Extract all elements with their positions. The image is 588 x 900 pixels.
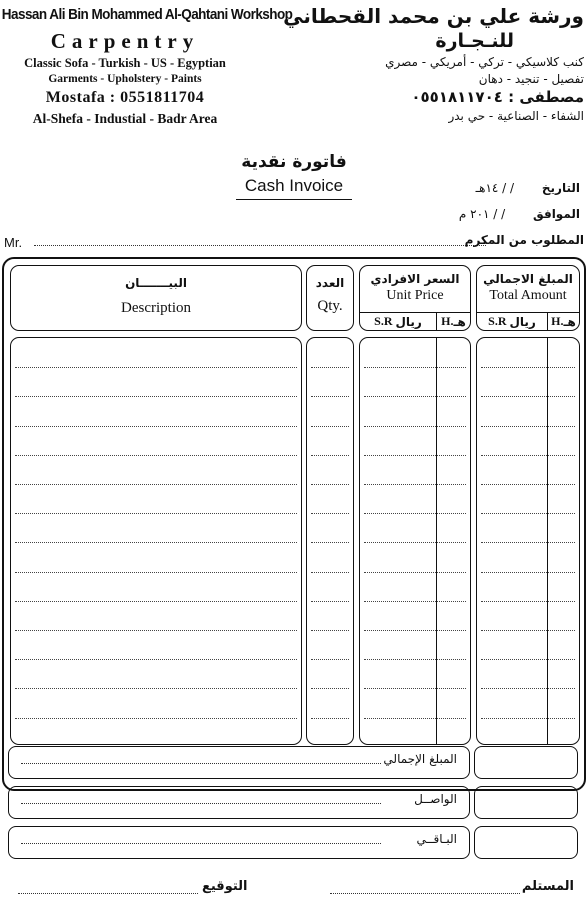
unit-price-h-label: H. هـ xyxy=(441,314,466,329)
hijri-date-label: التاريخ xyxy=(541,181,580,195)
row-line xyxy=(311,601,349,602)
row-line xyxy=(311,542,349,543)
total-amount-subheader xyxy=(477,312,579,330)
grand-total-label: المبلغ الإجمالي xyxy=(383,752,457,766)
row-line xyxy=(15,572,297,573)
total-amount-column[interactable] xyxy=(476,337,580,745)
remaining-row[interactable] xyxy=(8,826,470,859)
row-line xyxy=(15,718,297,719)
description-header xyxy=(10,265,302,331)
row-line xyxy=(15,367,297,368)
customer-label-ar: المطلوب من المكرم xyxy=(464,233,584,247)
total-amount-rows xyxy=(481,338,575,744)
row-line xyxy=(311,426,349,427)
row-line xyxy=(15,513,297,514)
row-line xyxy=(364,367,466,368)
description-column[interactable] xyxy=(10,337,302,745)
grand-total-row[interactable] xyxy=(8,746,470,779)
row-line xyxy=(364,572,466,573)
qty-rows xyxy=(311,338,349,744)
receiver-label: المستلم xyxy=(521,879,574,894)
customer-name-field[interactable] xyxy=(34,245,486,246)
row-line xyxy=(364,426,466,427)
total-h-label: H. هـ xyxy=(551,314,576,329)
description-header-ar: البيـــــــان xyxy=(125,276,187,290)
trade-ar: للنـجـارة xyxy=(435,30,514,52)
row-line xyxy=(481,367,575,368)
row-line xyxy=(364,513,466,514)
qty-column[interactable] xyxy=(306,337,354,745)
row-line xyxy=(15,630,297,631)
row-line xyxy=(481,630,575,631)
row-line xyxy=(15,688,297,689)
unit-price-header-en: Unit Price xyxy=(386,288,444,303)
row-line xyxy=(311,688,349,689)
row-line xyxy=(311,572,349,573)
unit-price-header xyxy=(359,265,471,331)
row-line xyxy=(364,455,466,456)
row-line xyxy=(311,455,349,456)
row-line xyxy=(311,396,349,397)
total-amount-header xyxy=(476,265,580,331)
row-line xyxy=(15,542,297,543)
hijri-date-line xyxy=(476,181,580,195)
row-line xyxy=(481,659,575,660)
paid-row[interactable] xyxy=(8,786,470,819)
header-arabic xyxy=(283,4,584,123)
row-line xyxy=(364,601,466,602)
row-line xyxy=(311,513,349,514)
unit-price-column[interactable] xyxy=(359,337,471,745)
qty-header-en: Qty. xyxy=(317,298,343,314)
qty-header-ar: العدد xyxy=(315,276,345,290)
hijri-date-value[interactable]: / / ١٤هـ xyxy=(475,181,515,195)
workshop-name-ar: ورشة علي بن محمد القحطاني xyxy=(283,4,584,28)
row-line xyxy=(364,630,466,631)
unit-price-header-ar: السعر الافرادي xyxy=(370,272,460,286)
invoice-title-ar: فاتورة نقدية xyxy=(241,152,347,172)
phone-en: Mostafa : 0551811704 xyxy=(45,89,205,106)
services-line2-en: Garments - Upholstery - Paints xyxy=(48,73,202,85)
signature-field[interactable] xyxy=(18,893,198,894)
row-line xyxy=(15,455,297,456)
row-line xyxy=(481,718,575,719)
row-line xyxy=(481,513,575,514)
unit-price-subheader xyxy=(360,312,470,330)
row-line xyxy=(481,396,575,397)
row-line xyxy=(481,484,575,485)
row-line xyxy=(15,426,297,427)
totals-area xyxy=(2,746,586,862)
gregorian-date-label: الموافق xyxy=(533,207,580,221)
receiver-field[interactable] xyxy=(330,893,520,894)
row-line xyxy=(481,688,575,689)
invoice-title-en: Cash Invoice xyxy=(244,176,344,195)
row-line xyxy=(15,484,297,485)
row-line xyxy=(364,484,466,485)
total-sr-label: S.R ريال xyxy=(488,314,536,329)
signature-label: التوقيع xyxy=(202,879,248,894)
row-line xyxy=(15,396,297,397)
grand-total-value-box[interactable] xyxy=(474,746,578,779)
row-line xyxy=(481,572,575,573)
row-line xyxy=(481,455,575,456)
title-underline xyxy=(236,199,352,200)
row-line xyxy=(364,688,466,689)
row-line xyxy=(311,484,349,485)
row-line xyxy=(364,396,466,397)
invoice-frame xyxy=(2,257,586,791)
trade-en: Carpentry xyxy=(50,29,200,53)
row-line xyxy=(481,426,575,427)
row-line xyxy=(15,659,297,660)
row-line xyxy=(311,630,349,631)
services-line1-ar: كنب كلاسيكي - تركي - أمريكي - مصري xyxy=(385,55,584,69)
total-amount-header-ar: المبلغ الاجمالي xyxy=(483,272,573,286)
row-line xyxy=(311,367,349,368)
row-line xyxy=(481,601,575,602)
description-rows xyxy=(15,338,297,744)
unit-price-rows xyxy=(364,338,466,744)
total-amount-header-en: Total Amount xyxy=(489,288,567,303)
row-line xyxy=(364,659,466,660)
row-line xyxy=(311,718,349,719)
row-line xyxy=(364,542,466,543)
services-line2-ar: تفصيل - تنجيد - دهان xyxy=(478,72,584,86)
area-en: Al-Shefa - Industial - Badr Area xyxy=(32,111,218,126)
unit-price-sr-label: S.R ريال xyxy=(374,314,422,329)
area-ar: الشفاء - الصناعية - حي بدر xyxy=(448,109,584,123)
customer-label-en: Mr. xyxy=(4,235,23,250)
qty-header xyxy=(306,265,354,331)
services-line1-en: Classic Sofa - Turkish - US - Egyptian xyxy=(24,56,226,70)
paid-label: الواصــل xyxy=(414,792,457,806)
remaining-value-box[interactable] xyxy=(474,826,578,859)
header-english xyxy=(0,6,293,127)
workshop-name-en: Hassan Ali Bin Mohammed Al-Qahtani Workshop xyxy=(1,6,293,23)
remaining-label: البـاقــي xyxy=(416,832,457,846)
gregorian-date-line xyxy=(459,207,580,221)
paid-value-box[interactable] xyxy=(474,786,578,819)
phone-ar: مصطفى : ٠٥٥١٨١١٧٠٤ xyxy=(411,88,584,106)
row-line xyxy=(311,659,349,660)
description-header-en: Description xyxy=(121,300,191,316)
row-line xyxy=(15,601,297,602)
row-line xyxy=(481,542,575,543)
row-line xyxy=(364,718,466,719)
gregorian-date-value[interactable]: / / ٢٠١ م xyxy=(458,207,506,221)
